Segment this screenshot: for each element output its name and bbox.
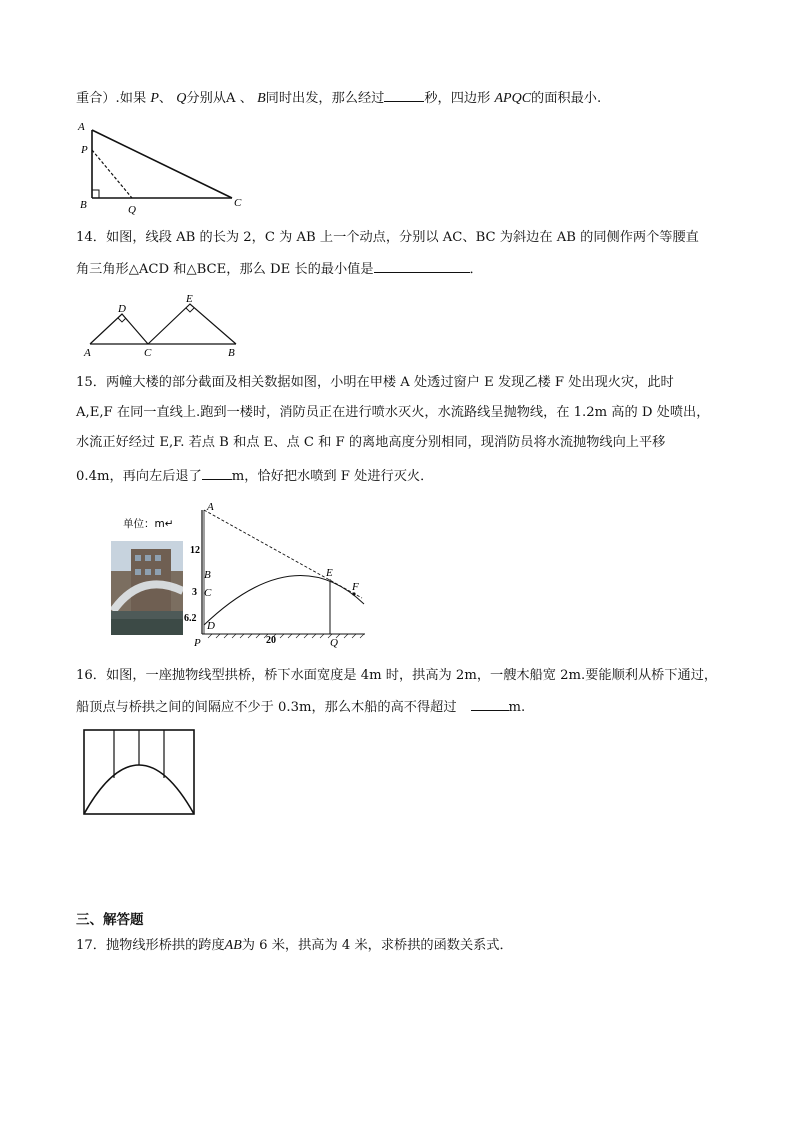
q15-ground-hatch	[208, 634, 364, 638]
q15-label-q: Q	[330, 637, 338, 649]
q13-text-c: 同时出发，那么经过	[265, 91, 385, 106]
q14-label-b: B	[228, 347, 235, 359]
q13-text-a: 重合）.如果	[76, 91, 147, 106]
q16-text-a: 船顶点与桥拱之间的间隔应不少于 0.3m，那么木船的高不得超过	[76, 700, 457, 715]
q14-label-a: A	[84, 347, 91, 359]
q13-right-angle-mark	[92, 190, 99, 198]
q14-right-angle-d	[118, 318, 126, 322]
q14-label-e: E	[186, 293, 193, 305]
q13-figure	[70, 118, 270, 218]
q15-dim-3: 3	[192, 587, 197, 598]
q15-answer-blank[interactable]	[202, 466, 232, 480]
q15-unit-label: 单位：m↵	[123, 518, 174, 530]
q15-label-f: F	[352, 581, 359, 593]
q13-segment-pq	[92, 150, 132, 198]
q14-text-b: ．	[469, 262, 483, 277]
q15-text-a: 0.4m，再向左后退了	[76, 469, 202, 484]
q17-text	[76, 937, 513, 955]
q13-text-d: 秒，四边形	[424, 91, 491, 106]
q13-text	[76, 88, 601, 108]
q14-figure	[78, 292, 248, 362]
q15-figure	[123, 500, 380, 650]
q15-label-a: A	[207, 501, 214, 513]
q14-line-1: 14．如图，线段 AB 的长为 2，C 为 AB 上一个动点，分别以 AC、BC 为斜边在 AB 的同侧作两个等腰直	[76, 230, 699, 245]
q16-arch	[84, 765, 194, 814]
q16-line-1: 16．如图，一座抛物线型拱桥，桥下水面宽度是 4m 时，拱高为 2m，一艘木船宽 2m.要能顺利从桥下通过，	[76, 668, 718, 683]
q13-text-e: 的面积最小.	[531, 91, 602, 106]
q15-photo	[111, 541, 183, 635]
section-heading: 三、解答题	[76, 912, 144, 928]
q14-label-c: C	[144, 347, 152, 359]
q15-label-e: E	[326, 567, 333, 579]
q13-label-c: C	[234, 197, 242, 209]
q13-label-a: A	[78, 121, 85, 133]
q17-text-a: 17．抛物线形桥拱的跨度	[76, 938, 225, 953]
q13-sep: 、	[158, 91, 173, 106]
q13-label-p: P	[81, 144, 88, 156]
q13-answer-blank[interactable]	[384, 88, 424, 102]
q13-var-b: B	[257, 91, 266, 106]
q15-label-c: C	[204, 587, 212, 599]
q15-dim-12: 12	[190, 545, 200, 556]
q15-label-b: B	[204, 569, 211, 581]
q15-line-3: 水流正好经过 E,F. 若点 B 和点 E、点 C 和 F 的离地高度分别相同，现消防员将水流抛物线向上平移	[76, 435, 666, 450]
q13-segment-ac	[92, 130, 232, 198]
q16-figure	[82, 728, 202, 818]
q14-text-a: 角三角形△ACD 和△BCE，那么 DE 长的最小值是	[76, 262, 374, 277]
q15-label-d: D	[207, 620, 215, 632]
q14-answer-blank[interactable]	[374, 259, 470, 273]
q13-label-b: B	[80, 199, 87, 211]
q13-var-p: P	[150, 91, 159, 106]
q14-label-d: D	[118, 303, 126, 315]
q15-dim-20: 20	[266, 635, 276, 646]
q15-line-4	[76, 466, 433, 486]
q15-line-1: 15．两幢大楼的部分截面及相关数据如图，小明在甲楼 A 处透过窗户 E 发现乙楼 F 处出现火灾，此时	[76, 375, 674, 390]
q14-right-angle-e	[186, 308, 194, 312]
q15-dim-6-2: 6.2	[184, 613, 197, 624]
q15-text-b: m，恰好把水喷到 F 处进行灭火．	[231, 469, 434, 484]
q13-text-b: 分别从A 、	[186, 91, 253, 106]
q16-answer-blank[interactable]	[471, 697, 509, 711]
q14-line-2	[76, 259, 483, 279]
q16-text-b: m.	[508, 700, 526, 715]
q15-water-parabola	[204, 576, 364, 625]
q15-label-p: P	[194, 637, 201, 649]
q13-label-q: Q	[128, 204, 136, 216]
q13-var-apqc: APQC	[494, 91, 532, 106]
q16-line-2	[76, 697, 525, 717]
q13-var-q: Q	[176, 91, 187, 106]
q15-line-2: A,E,F 在同一直线上.跑到一楼时，消防员正在进行喷水灭火，水流路线呈抛物线，在 1.2m 高的 D 处喷出，	[76, 405, 710, 420]
q17-var-ab: AB	[224, 938, 242, 953]
q15-photo-image	[111, 541, 183, 635]
q17-text-b: 为 6 米，拱高为 4 米，求桥拱的函数关系式．	[241, 938, 513, 953]
